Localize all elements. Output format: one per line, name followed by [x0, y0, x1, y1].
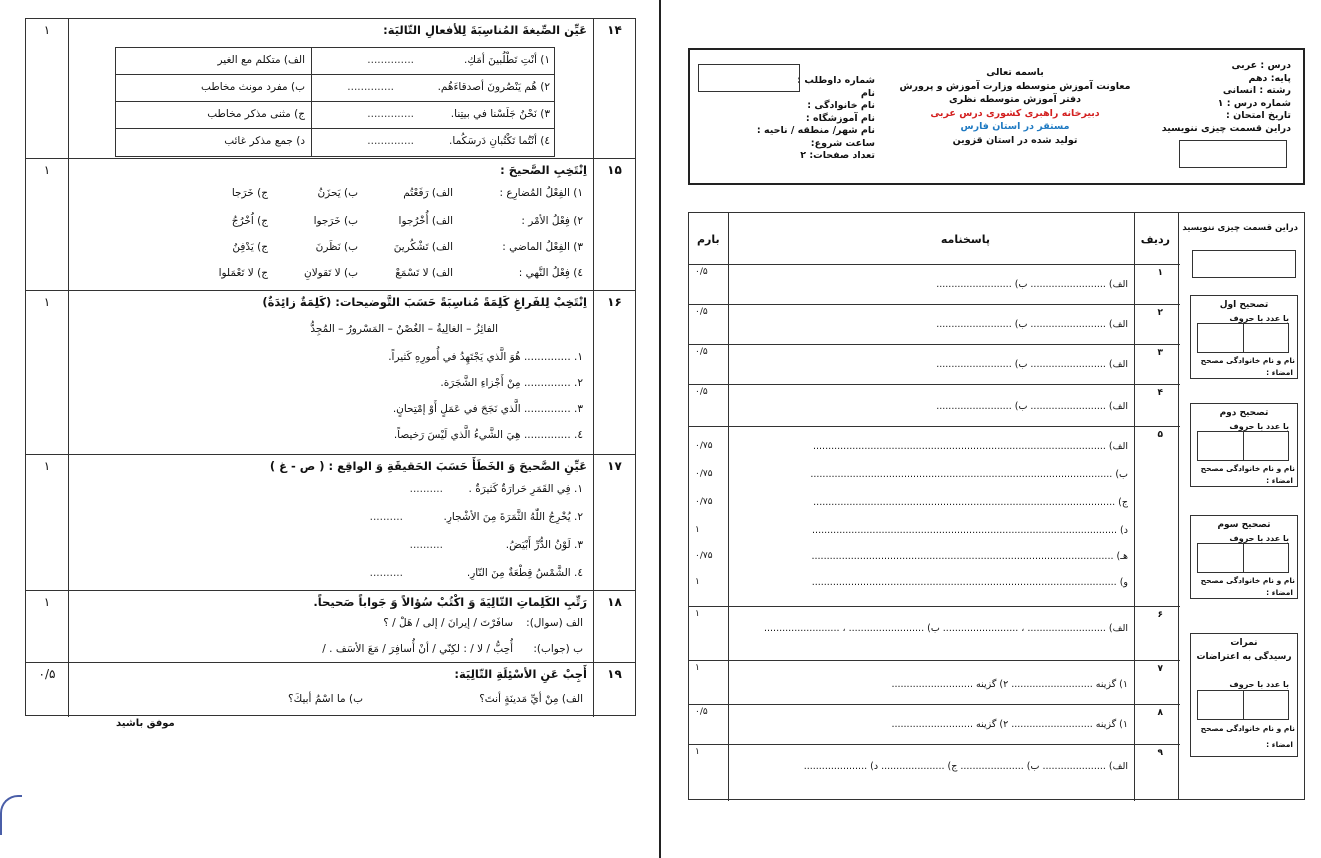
fill-item: ٣. .............. الَّذي نَجَحَ في عَمَلٍ أَوْ إمْتِحانٍ. [392, 403, 583, 415]
row-number: ۷ [1157, 664, 1163, 674]
row-score: ۱ [695, 525, 700, 535]
grade-box-appeals [1190, 633, 1298, 757]
question-number: ۱۵ [593, 159, 635, 290]
option-a[interactable]: الف) لا تَسْمَعْ [395, 267, 453, 279]
grade-title: نمرات [1230, 638, 1258, 648]
grade-title: تصحیح سوم [1217, 520, 1271, 530]
option-c[interactable]: ج) اُخْرُجُ [231, 215, 268, 227]
item-text: ٤) فِعْلُ النَّهي : [518, 267, 583, 279]
option-text: د) جمع مذکر غائب [116, 129, 312, 156]
exam-page-answers [661, 0, 1321, 858]
tf-item: ١. فِي القَمَرِ حَرارَةٌ كَثيرَةٌ . [468, 483, 583, 495]
question-number: ۱۴ [593, 19, 635, 158]
item-text: ٤) أنْتُما تَكْتُبانِ دَرسَكُما. [449, 135, 550, 147]
grade-input[interactable] [1197, 323, 1289, 353]
grader-name-label: نام و نام خانوادگی مصحح [1200, 464, 1295, 473]
header-line: رشته : انسانی [1222, 85, 1291, 96]
answer-blank[interactable]: .............. [367, 135, 414, 147]
question-body [69, 663, 593, 717]
header-line: دراین قسمت چیزی ننویسید [1161, 122, 1291, 134]
row-score: ۰/۷۵ [695, 551, 713, 561]
question-title: رَتِّبِ الكَلِماتِ التّالِيَةَ وَ اكْتُبْ سُؤالاً وَ جَواباً صَحيحاً. [313, 595, 587, 609]
row-number: ۲ [1157, 308, 1163, 318]
row-score: ۰/۵ [695, 347, 708, 357]
option-c[interactable]: ج) لا تَعْمَلوا [218, 267, 268, 279]
question-title: اِنْتَخِبِ الصَّحيحَ : [500, 163, 587, 177]
header-line: تاریخ امتحان : [1226, 110, 1291, 121]
question-score: ۱ [26, 591, 69, 662]
matching-table [115, 47, 555, 157]
answer-line[interactable]: و) ..................................................................................................... [811, 577, 1128, 588]
signature-label: امضاء : [1266, 476, 1293, 485]
header-organization [895, 66, 1135, 147]
question-row-19 [26, 663, 635, 717]
answer-sheet [688, 212, 1305, 800]
row-number: ۳ [1157, 348, 1163, 358]
header-line: نام [860, 87, 875, 99]
signature-label: امضاء : [1266, 588, 1293, 597]
table-row [116, 102, 554, 129]
answer-row-9 [689, 745, 1180, 801]
word-bank: الفائِزُ – الغالِيةُ – الغُصْنُ – المَسْرورُ – المُجِدُّ [310, 323, 498, 335]
header-line: ساعت شروع: [810, 137, 875, 149]
answer-line[interactable]: ۱) گزینه ........................... ۲) گزینه ........................... [891, 719, 1128, 730]
question-title: اِنْتَخِبْ لِلفَراغِ كَلِمَةً مُناسِبَةً حَسَبَ التَّوضيحات: (كَلِمَةٌ زائِدَةٌ) [262, 295, 587, 309]
option-c[interactable]: ج) يَدْفِنُ [232, 241, 268, 253]
grade-box-third [1190, 515, 1298, 599]
answer-line[interactable]: الف) .......................... ، ......................... ب) ......................... ، ......................... [764, 623, 1128, 634]
answer-row-5 [689, 427, 1180, 607]
signature-label: امضاء : [1266, 368, 1293, 377]
answer-blank[interactable]: .......... [369, 511, 403, 523]
question-row-16 [26, 291, 635, 455]
col-header-title: پاسخنامه [940, 233, 990, 246]
exam-header [688, 48, 1305, 185]
answer-row-4 [689, 385, 1180, 427]
grade-title: تصحیح اول [1219, 300, 1269, 310]
grade-input[interactable] [1197, 543, 1289, 573]
grade-input[interactable] [1197, 431, 1289, 461]
question-title: عَيِّن الصِّيغةَ المُناسِبَةَ لِلأفعالِ التّاليَة: [383, 23, 587, 37]
grader-name-label: نام و نام خانوادگی مصحح [1200, 356, 1295, 365]
answer-row-8 [689, 705, 1180, 745]
question-score: ۱ [26, 291, 69, 454]
header-line: تعداد صفحات: ۲ [800, 150, 875, 161]
row-number: ۸ [1157, 708, 1163, 718]
scrambled-words: أُحِبُّ / لا / : لكِنّي / أنْ أُسافِرَ / مَعَ الأسَف . / [322, 643, 513, 655]
option-b[interactable]: ب) لا تَقولانِ [303, 267, 358, 279]
question-label: الف (سوال): [526, 617, 583, 629]
header-line: پایه: دهم [1248, 72, 1291, 84]
question-score: ۱ [26, 455, 69, 590]
header-course-info [1161, 60, 1291, 135]
option-text: ج) مثنی مذکر مخاطب [116, 102, 312, 128]
grade-header: با عدد با حروف [1229, 314, 1289, 323]
candidate-number-box[interactable] [698, 64, 800, 92]
grade-input[interactable] [1197, 690, 1289, 720]
option-c[interactable]: ج) خَرَجا [231, 187, 268, 199]
footer-note: موفق باشید [116, 718, 175, 729]
exam-page-questions [0, 0, 660, 858]
option-b[interactable]: ب) يَحزَنُ [317, 187, 358, 199]
header-line: مستقر در استان فارس [960, 121, 1070, 132]
answer-row-2 [689, 305, 1180, 345]
question-number: ۱۹ [593, 663, 635, 717]
side-note: دراین قسمت چیزی ننویسید [1182, 223, 1298, 233]
answer-line[interactable]: ب) .................................................................................................... [810, 469, 1128, 480]
tf-item: ٤. الشَّمْسُ قِطْعَةٌ مِنَ النّارِ. [466, 567, 583, 579]
fill-item: ١. .............. هُوَ الَّذي يَجْتَهِدُ في أُمورِهِ كَثيراً. [388, 351, 583, 363]
option-text: الف) متكلم مع الغير [116, 48, 312, 74]
option-a[interactable]: الف) أُخْرُجوا [398, 215, 453, 227]
col-header-barem: بارم [697, 233, 720, 246]
option-b[interactable]: ب) خَرَجوا [313, 215, 358, 227]
row-score: ۰/۷۵ [695, 469, 713, 479]
table-row [116, 75, 554, 102]
questions-table [25, 18, 636, 716]
grade-header: با عدد با حروف [1229, 680, 1289, 689]
header-line: شماره داوطلب : [797, 75, 875, 86]
question-body [69, 455, 593, 590]
option-a[interactable]: الف) تَشْكُرينَ [393, 241, 453, 253]
header-line: معاونت آموزش متوسطه وزارت آموزش و پرورش [899, 80, 1131, 92]
item-text: ٢) هُم يَنْصُرونَ أصدقاءَهُم. [437, 81, 550, 93]
decorative-curl [0, 795, 22, 835]
answer-row-3 [689, 345, 1180, 385]
short-answer-b: ب) ما اسْمُ أبيكَ؟ [288, 693, 363, 705]
reserved-box [1192, 250, 1296, 278]
header-line: دبیرخانه راهبری کشوری درس عربی [930, 107, 1100, 119]
row-score: ۰/۷۵ [695, 441, 713, 451]
header-line: نام شهر/ منطقه / ناحیه : [756, 125, 875, 136]
row-score: ۰/۷۵ [695, 497, 713, 507]
fill-item: ٤. .............. هِيَ الشَّيءُ الَّذي لَيْسَ رَخيصاً. [393, 429, 583, 441]
answer-row-7 [689, 661, 1180, 705]
grade-title: تصحیح دوم [1219, 408, 1269, 418]
question-number: ۱۷ [593, 455, 635, 590]
tf-item: ٢. يُخْرِجُ اللّٰهُ الثَّمَرَةَ مِنَ الأشْجارِ. [443, 511, 583, 523]
item-text: ١) أنْتِ تَطْلُبينَ أمَكِ. [464, 54, 550, 66]
row-score: ۱ [695, 663, 700, 673]
signature-label: امضاء : [1266, 740, 1293, 749]
answer-blank[interactable]: .............. [347, 81, 394, 93]
question-row-17 [26, 455, 635, 591]
grader-name-label: نام و نام خانوادگی مصحح [1200, 724, 1295, 733]
grading-sidebar [1178, 213, 1304, 799]
row-number: ۵ [1157, 430, 1163, 440]
question-body [69, 591, 593, 662]
table-row [116, 48, 554, 75]
question-title: أَجِبْ عَنِ الأسْئِلَةِ التّالِيَة: [454, 667, 587, 681]
row-score: ۰/۵ [695, 387, 708, 397]
grade-box-first [1190, 295, 1298, 379]
answer-blank[interactable]: .............. [367, 54, 414, 66]
option-a[interactable]: الف) رَفَعْتُم [403, 187, 453, 199]
col-header-radif: ردیف [1140, 233, 1170, 246]
item-text: ١) الفِعْلُ المُضارِع : [499, 187, 583, 199]
answer-line[interactable]: ج) .................................................................................................... [813, 497, 1128, 508]
grader-name-label: نام و نام خانوادگی مصحح [1200, 576, 1295, 585]
fill-item: ٢. .............. مِنْ أَجْزاءِ الشَّجَرَة. [440, 377, 583, 389]
answer-line[interactable]: هـ) .................................................................................................... [811, 551, 1128, 562]
answer-line[interactable]: ۱) گزینه ........................... ۲) گزینه ........................... [891, 679, 1128, 690]
answer-blank[interactable]: .......... [369, 567, 403, 579]
answer-blank[interactable]: .......... [409, 539, 443, 551]
answer-blank[interactable]: .............. [367, 108, 414, 120]
question-number: ۱۸ [593, 591, 635, 662]
question-row-18 [26, 591, 635, 663]
grade-header: با عدد با حروف [1229, 534, 1289, 543]
row-number: ۶ [1157, 610, 1163, 620]
question-score: ۱ [26, 19, 69, 158]
row-score: ۱ [695, 609, 700, 619]
row-number: ۹ [1157, 748, 1163, 758]
answer-blank[interactable]: .......... [409, 483, 443, 495]
table-row [116, 129, 554, 156]
item-text: ٣) الفِعْلُ الماضي : [502, 241, 583, 253]
header-line: باسمه تعالی [986, 67, 1044, 78]
header-line: شماره درس : ۱ [1217, 97, 1291, 109]
question-body [69, 159, 593, 290]
reserved-box [1179, 140, 1287, 168]
option-text: ب) مفرد مونث مخاطب [116, 75, 312, 101]
question-body [69, 19, 593, 158]
question-score: ۱ [26, 159, 69, 290]
question-title: عَيِّنِ الصَّحيحَ وَ الخَطَأَ حَسَبَ الحَقيقَةِ وَ الواقِع : ( ص - غ ) [269, 459, 587, 473]
row-score: ۱ [695, 577, 700, 587]
answer-line[interactable]: الف) ......................... ب) ......................... [936, 359, 1128, 370]
question-row-15 [26, 159, 635, 291]
row-number: ۴ [1157, 388, 1163, 398]
tf-item: ٣. لَوْنُ الدُّرِّ أَبْيَضُ. [505, 539, 583, 551]
answer-line[interactable]: الف) ..................... ب) ..................... ج) ..................... د) ..................... [803, 761, 1128, 772]
option-b[interactable]: ب) نَظَرنَ [315, 241, 358, 253]
row-score: ۱ [695, 747, 700, 757]
header-line: دفتر آموزش متوسطه نظری [949, 94, 1081, 105]
grade-subtitle: رسیدگی به اعتراضات [1196, 652, 1292, 662]
answer-row-1 [689, 265, 1180, 305]
answer-grid-header [689, 213, 1180, 265]
row-score: ۰/۵ [695, 707, 708, 717]
short-answer-a: الف) مِنْ أيِّ مَدينَةٍ أنتَ؟ [479, 693, 583, 705]
row-number: ۱ [1157, 268, 1163, 278]
item-text: ٣) نَحْنُ جَلَسْنا في بيتِنا. [450, 108, 550, 120]
question-score: ۰/۵ [26, 663, 69, 717]
item-text: ٢) فِعْلُ الأمْر : [521, 215, 583, 227]
answer-line[interactable]: الف) ......................... ب) ......................... [936, 279, 1128, 290]
answer-line[interactable]: الف) ......................... ب) ......................... [936, 319, 1128, 330]
grade-box-second [1190, 403, 1298, 487]
answer-line[interactable]: د) ..................................................................................................... [812, 525, 1128, 536]
row-score: ۰/۵ [695, 267, 708, 277]
answer-grid [689, 213, 1180, 799]
scrambled-words: سافَرْتَ / إيرانَ / إلى / هَلْ / ؟ [383, 617, 513, 629]
row-score: ۰/۵ [695, 307, 708, 317]
header-line: تولید شده در استان قزوین [952, 134, 1078, 146]
question-body [69, 291, 593, 454]
header-line: نام آموزشگاه : [805, 112, 875, 124]
question-number: ۱۶ [593, 291, 635, 454]
answer-label: ب (جواب): [533, 643, 583, 655]
header-line: درس : عربی [1231, 60, 1291, 71]
header-line: نام خانوادگی : [807, 100, 875, 111]
question-row-14 [26, 19, 635, 159]
answer-row-6 [689, 607, 1180, 661]
answer-line[interactable]: الف) ......................... ب) ......................... [936, 401, 1128, 412]
answer-line[interactable]: الف) ................................................................................................. [812, 441, 1128, 452]
grade-header: با عدد با حروف [1229, 422, 1289, 431]
